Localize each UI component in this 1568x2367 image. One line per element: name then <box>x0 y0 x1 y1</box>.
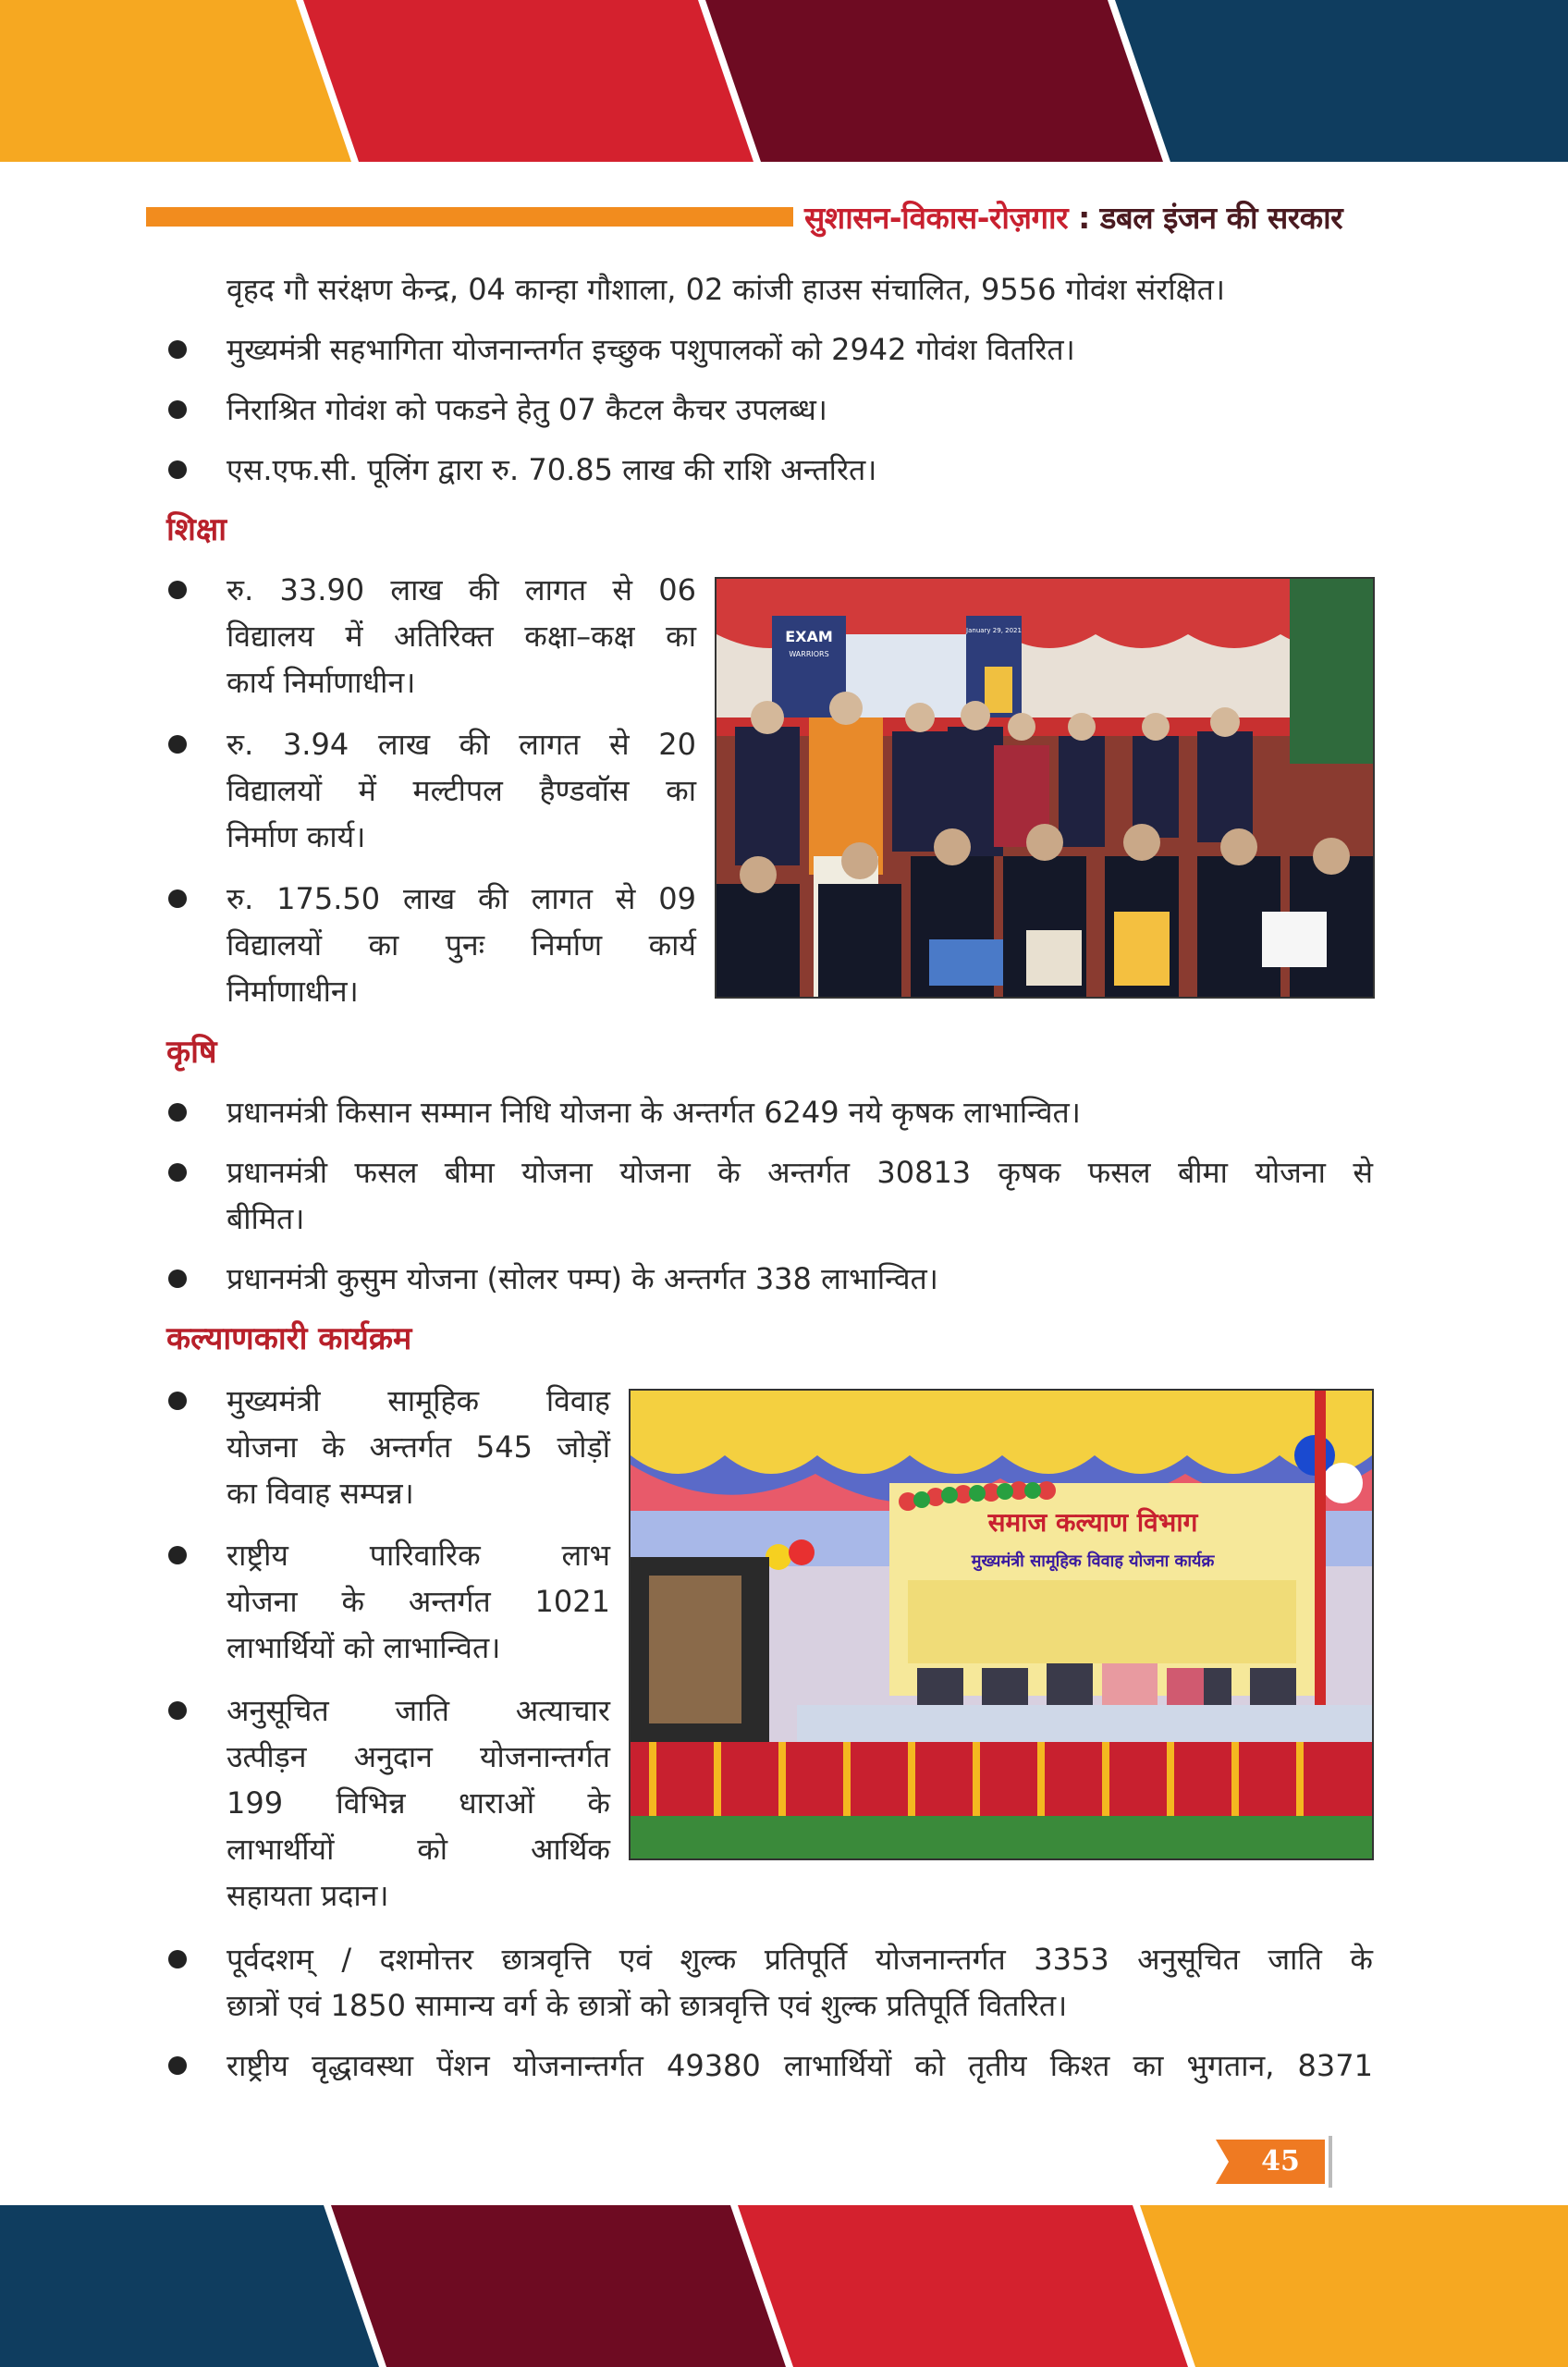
kalyan-bullet-1-line-1: मुख्यमंत्री सामूहिक विवाह <box>227 1383 610 1418</box>
shiksha-bullet-2-line-1: रु. 3.94 लाख की लागत से 20 <box>227 727 696 762</box>
band-red <box>738 2205 1188 2367</box>
band-maroon <box>705 0 1163 162</box>
header-part-4: : डबल इंजन की सरकार <box>1068 200 1343 236</box>
bottom-color-band <box>0 2205 1568 2367</box>
kalyan-wide-bullet-1-line-2: छात्रों एवं 1850 सामान्य वर्ग के छात्रों को छात्रवृत्ति एवं शुल्क प्रतिपूर्ति वितरित। <box>227 1988 1068 2023</box>
krishi-bullet-3: प्रधानमंत्री कुसुम योजना (सोलर पम्प) के अन्तर्गत 338 लाभान्वित। <box>227 1261 938 1296</box>
top-color-band <box>0 0 1568 162</box>
kalyan-wide-bullet-2-line-1: राष्ट्रीय वृद्धावस्था पेंशन योजनान्तर्गत 49380 लाभार्थियों को तृतीय किश्त का भुगतान, 8371 <box>227 2048 1373 2083</box>
band-navy <box>0 2205 379 2367</box>
running-header <box>804 196 1341 238</box>
continuation-text: वृहद गौ सरंक्षण केन्द्र, 04 कान्हा गौशाला, 02 कांजी हाउस संचालित, 9556 गोवंश संरक्षित। <box>227 272 1225 307</box>
poster-date: January 29, 2021 <box>966 627 1022 634</box>
page-number: 45 <box>1261 2145 1300 2177</box>
kalyan-bullet-3-line-1: अनुसूचित जाति अत्याचार <box>227 1693 610 1728</box>
intro-bullet-1: मुख्यमंत्री सहभागिता योजनान्तर्गत इच्छुक पशुपालकों को 2942 गोवंश वितरित। <box>227 332 1075 367</box>
kalyan-bullet-3-line-2: उत्पीड़न अनुदान योजनान्तर्गत <box>227 1739 610 1774</box>
kalyan-bullet-1-line-3: का विवाह सम्पन्न। <box>227 1476 414 1511</box>
school-event-photo <box>715 577 1375 999</box>
krishi-bullet-1: प्रधानमंत्री किसान सम्मान निधि योजना के अन्तर्गत 6249 नये कृषक लाभान्वित। <box>227 1095 1081 1130</box>
section-heading-kalyan: कल्याणकारी कार्यक्रम <box>166 1320 412 1357</box>
bullet-dot <box>168 400 187 419</box>
shiksha-bullet-1-line-2: विद्यालय में अतिरिक्त कक्षा–कक्ष का <box>227 619 696 654</box>
shiksha-bullet-1-line-3: कार्य निर्माणाधीन। <box>227 665 416 700</box>
kalyan-bullet-3-line-3: 199 विभिन्न धाराओं के <box>227 1785 610 1821</box>
kalyan-bullet-3-line-4: लाभार्थीयों को आर्थिक <box>227 1832 610 1867</box>
krishi-bullet-2-line-1: प्रधानमंत्री फसल बीमा योजना योजना के अन्तर्गत 30813 कृषक फसल बीमा योजना से <box>227 1155 1373 1190</box>
bullet-dot <box>168 460 187 479</box>
bullet-dot <box>168 1950 187 1968</box>
bullet-dot <box>168 1269 187 1288</box>
kalyan-wide-bullet-1-line-1: पूर्वदशम् / दशमोत्तर छात्रवृत्ति एवं शुल्क प्रतिपूर्ति योजनान्तर्गत 3353 अनुसूचित जाति के <box>227 1942 1373 1977</box>
section-heading-shiksha: शिक्षा <box>166 511 227 548</box>
banner-subtitle: WARRIORS <box>789 650 829 658</box>
section-heading-krishi: कृषि <box>166 1034 217 1071</box>
kalyan-bullet-2-line-2: योजना के अन्तर्गत 1021 <box>227 1584 610 1619</box>
bullet-dot <box>168 1392 187 1410</box>
shiksha-bullet-2-line-2: विद्यालयों में मल्टीपल हैण्डवॉस का <box>227 773 696 808</box>
header-part-3: रोज़गार <box>988 200 1069 236</box>
kalyan-bullet-2-line-3: लाभार्थियों को लाभान्वित। <box>227 1630 501 1665</box>
band-maroon <box>331 2205 786 2367</box>
krishi-bullet-2-line-2: बीमित। <box>227 1201 305 1236</box>
marriage-event-photo <box>629 1389 1374 1860</box>
shiksha-bullet-3-line-1: रु. 175.50 लाख की लागत से 09 <box>227 881 696 916</box>
bullet-dot <box>168 1701 187 1720</box>
kalyan-bullet-2-line-1: राष्ट्रीय पारिवारिक लाभ <box>227 1538 610 1573</box>
header-part-1: सुशासन- <box>804 200 902 236</box>
bullet-dot <box>168 581 187 599</box>
intro-bullet-2: निराश्रित गोवंश को पकडने हेतु 07 कैटल कैचर उपलब्ध। <box>227 392 827 427</box>
bullet-dot <box>168 2056 187 2075</box>
banner-title: समाज कल्याण विभाग <box>987 1507 1198 1538</box>
bullet-dot <box>168 340 187 359</box>
banner-title: EXAM <box>785 628 833 645</box>
shiksha-bullet-2-line-3: निर्माण कार्य। <box>227 819 366 854</box>
header-orange-line <box>146 207 793 227</box>
band-yellow <box>0 0 351 162</box>
band-navy <box>1115 0 1568 162</box>
bullet-dot <box>168 1103 187 1122</box>
banner-subtitle: मुख्यमंत्री सामूहिक विवाह योजना कार्यक्र <box>971 1551 1215 1571</box>
bullet-dot <box>168 1546 187 1564</box>
band-red <box>303 0 753 162</box>
bullet-dot <box>168 735 187 754</box>
kalyan-bullet-3-line-5: सहायता प्रदान। <box>227 1878 389 1913</box>
kalyan-bullet-1-line-2: योजना के अन्तर्गत 545 जोड़ों <box>227 1429 610 1465</box>
shiksha-bullet-3-line-2: विद्यालयों का पुनः निर्माण कार्य <box>227 927 696 963</box>
shiksha-bullet-1-line-1: रु. 33.90 लाख की लागत से 06 <box>227 572 696 607</box>
bullet-dot <box>168 1163 187 1182</box>
band-yellow <box>1140 2205 1568 2367</box>
bullet-dot <box>168 889 187 908</box>
shiksha-bullet-3-line-3: निर्माणाधीन। <box>227 974 359 1009</box>
header-part-2: विकास- <box>901 200 989 236</box>
intro-bullet-3: एस.एफ.सी. पूलिंग द्वारा रु. 70.85 लाख की राशि अन्तरित। <box>227 452 877 487</box>
